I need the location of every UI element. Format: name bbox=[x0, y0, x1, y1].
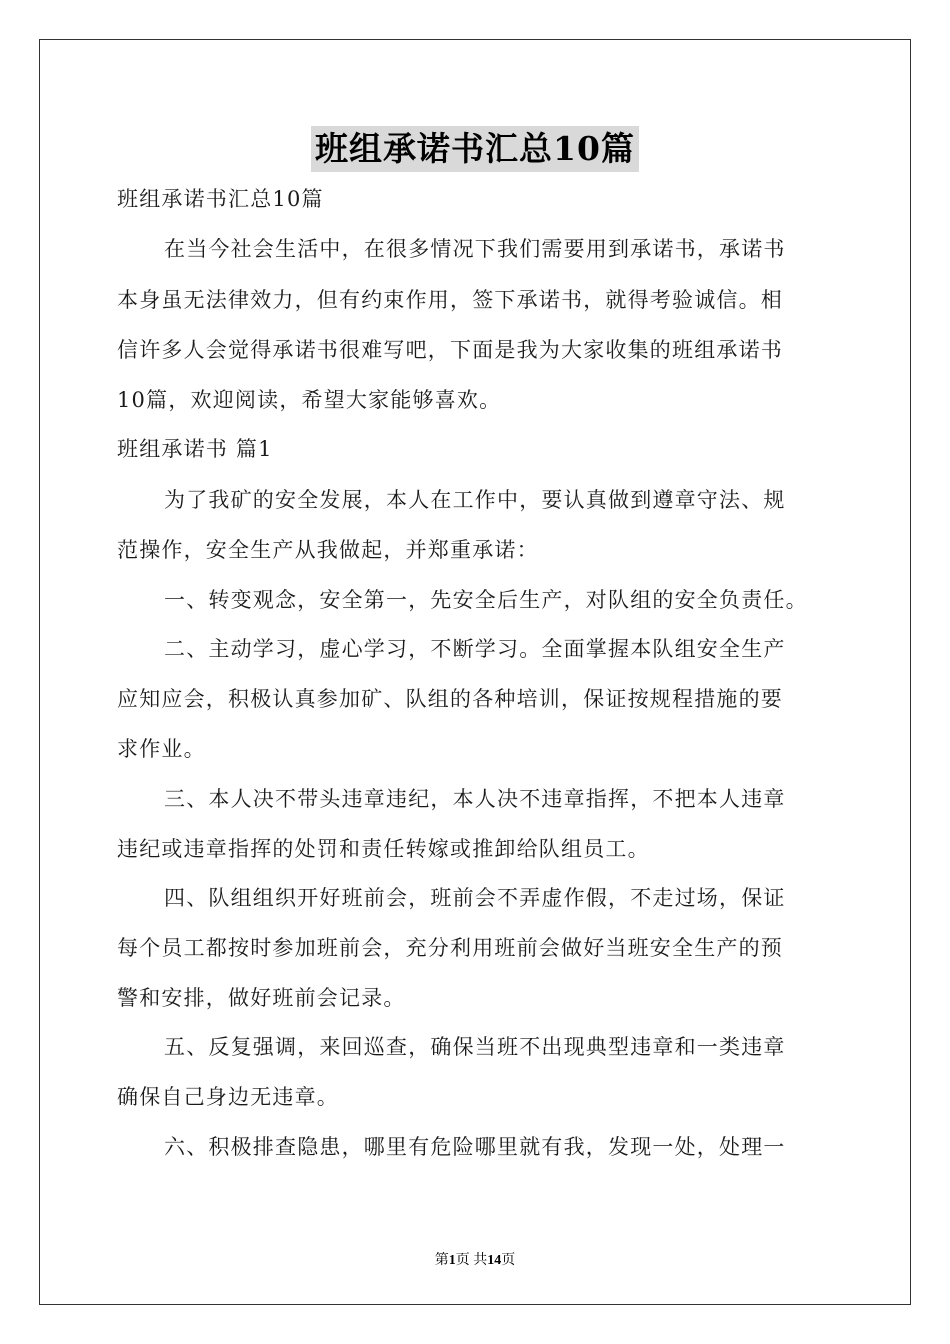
paragraph-line: 二、主动学习，虚心学习，不断学习。全面掌握本队组安全生产 bbox=[164, 637, 786, 661]
paragraph-line: 求作业。 bbox=[117, 737, 206, 761]
title-container bbox=[0, 126, 950, 172]
paragraph-line: 每个员工都按时参加班前会，充分利用班前会做好当班安全生产的预 bbox=[117, 936, 783, 960]
paragraph-line: 一、转变观念，安全第一，先安全后生产，对队组的安全负责任。 bbox=[164, 588, 808, 612]
paragraph-line: 六、积极排查隐患，哪里有危险哪里就有我，发现一处，处理一 bbox=[164, 1135, 786, 1159]
paragraph-line: 本身虽无法律效力，但有约束作用，签下承诺书，就得考验诚信。相 bbox=[117, 288, 783, 312]
paragraph-line: 三、本人决不带头违章违纪，本人决不违章指挥，不把本人违章 bbox=[164, 787, 786, 811]
paragraph-line: 确保自己身边无违章。 bbox=[117, 1085, 339, 1109]
paragraph-line: 在当今社会生活中，在很多情况下我们需要用到承诺书，承诺书 bbox=[164, 237, 786, 261]
paragraph-line: 范操作，安全生产从我做起，并郑重承诺： bbox=[117, 538, 539, 562]
paragraph-line: 五、反复强调，来回巡查，确保当班不出现典型违章和一类违章 bbox=[164, 1035, 786, 1059]
footer-prefix: 第 bbox=[434, 1253, 449, 1268]
paragraph-line: 警和安排，做好班前会记录。 bbox=[117, 986, 406, 1010]
paragraph-line: 应知应会，积极认真参加矿、队组的各种培训，保证按规程措施的要 bbox=[117, 687, 783, 711]
footer-suffix: 页 bbox=[501, 1253, 516, 1268]
page-border bbox=[39, 39, 911, 1305]
paragraph-line: 四、队组组织开好班前会，班前会不弄虚作假，不走过场，保证 bbox=[164, 886, 786, 910]
section-heading: 班组承诺书 篇1 bbox=[117, 437, 273, 461]
subtitle-line: 班组承诺书汇总10篇 bbox=[117, 187, 324, 211]
footer-mid: 页 共 bbox=[455, 1253, 488, 1268]
paragraph-line: 为了我矿的安全发展，本人在工作中，要认真做到遵章守法、规 bbox=[164, 488, 786, 512]
paragraph-line: 信许多人会觉得承诺书很难写吧，下面是我为大家收集的班组承诺书 bbox=[117, 338, 783, 362]
footer-page-number: 1 bbox=[448, 1253, 456, 1268]
paragraph-line: 违纪或违章指挥的处罚和责任转嫁或推卸给队组员工。 bbox=[117, 837, 650, 861]
paragraph-line: 10篇，欢迎阅读，希望大家能够喜欢。 bbox=[117, 388, 502, 412]
document-title: 班组承诺书汇总10篇 bbox=[311, 126, 639, 172]
page-footer bbox=[0, 1249, 950, 1269]
footer-total-pages: 14 bbox=[487, 1253, 502, 1268]
